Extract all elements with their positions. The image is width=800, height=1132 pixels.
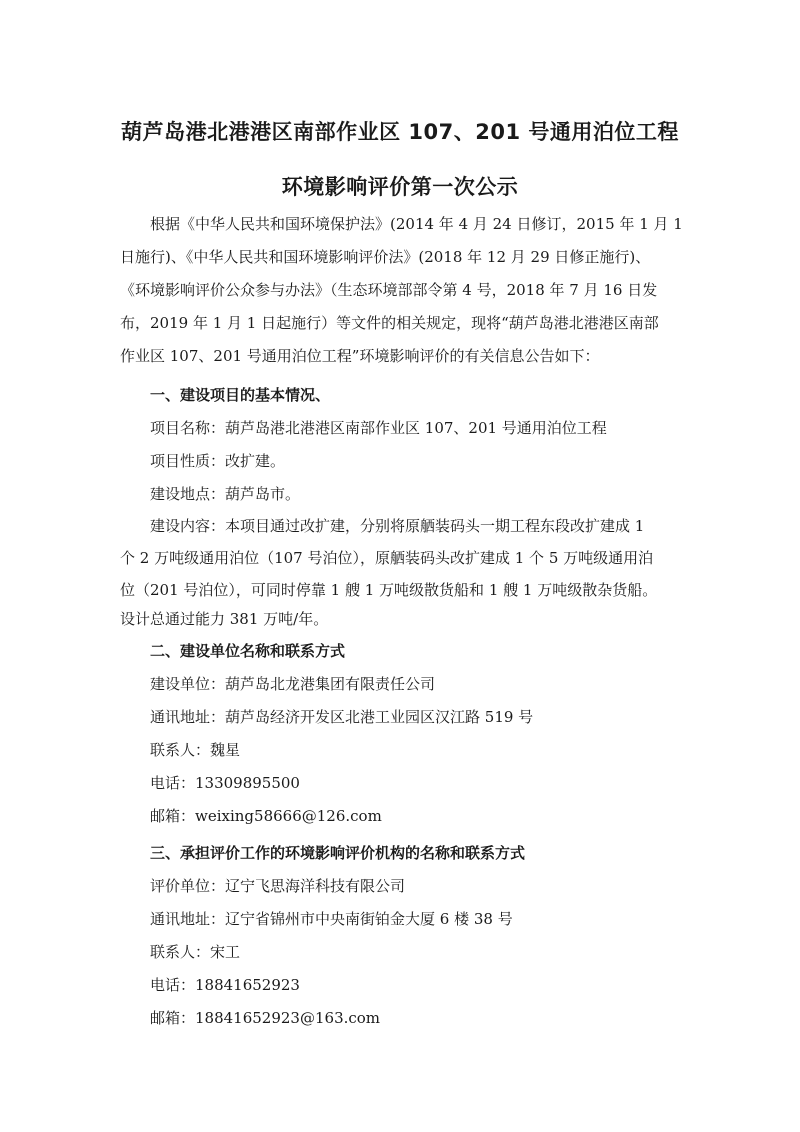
document-title: 葫芦岛港北港港区南部作业区 107、201 号通用泊位工程 bbox=[121, 120, 679, 144]
section1-heading: 一、建设项目的基本情况、 bbox=[150, 386, 331, 404]
intro-line-3: 《环境影响评价公众参与办法》（生态环境部部令第 4 号，2018 年 7 月 16 日发 bbox=[120, 281, 658, 299]
builder-unit: 建设单位：葫芦岛北龙港集团有限责任公司 bbox=[150, 675, 436, 693]
project-content-line-2: 个 2 万吨级通用泊位（107 号泊位），原舾装码头改扩建成 1 个 5 万吨级通用泊 bbox=[120, 549, 654, 567]
project-name: 项目名称：葫芦岛港北港港区南部作业区 107、201 号通用泊位工程 bbox=[150, 419, 607, 437]
project-content-line-1: 建设内容：本项目通过改扩建，分别将原舾装码头一期工程东段改扩建成 1 bbox=[150, 517, 645, 535]
evaluator-email: 邮箱：18841652923@163.com bbox=[150, 1009, 381, 1027]
project-location: 建设地点：葫芦岛市。 bbox=[150, 485, 301, 503]
builder-phone: 电话：13309895500 bbox=[150, 774, 300, 792]
evaluator-address: 通讯地址：辽宁省锦州市中央南街铂金大厦 6 楼 38 号 bbox=[150, 910, 513, 928]
project-nature: 项目性质：改扩建。 bbox=[150, 452, 286, 470]
section3-heading: 三、承担评价工作的环境影响评价机构的名称和联系方式 bbox=[150, 844, 526, 862]
evaluator-phone: 电话：18841652923 bbox=[150, 976, 300, 994]
builder-address: 通讯地址：葫芦岛经济开发区北港工业园区汉江路 519 号 bbox=[150, 708, 534, 726]
intro-line-2: 日施行)、《中华人民共和国环境影响评价法》(2018 年 12 月 29 日修正施行)、 bbox=[120, 248, 651, 266]
builder-contact: 联系人：魏星 bbox=[150, 741, 241, 759]
evaluator-contact: 联系人：宋工 bbox=[150, 943, 241, 961]
intro-line-4: 布，2019 年 1 月 1 日起施行）等文件的相关规定，现将“葫芦岛港北港港区南部 bbox=[120, 314, 659, 332]
project-content-line-4: 设计总通过能力 381 万吨/年。 bbox=[120, 610, 329, 628]
evaluator-unit: 评价单位：辽宁飞思海洋科技有限公司 bbox=[150, 877, 406, 895]
document-subtitle: 环境影响评价第一次公示 bbox=[281, 175, 519, 199]
section2-heading: 二、建设单位名称和联系方式 bbox=[150, 642, 346, 660]
intro-line-1: 根据《中华人民共和国环境保护法》(2014 年 4 月 24 日修订，2015 年 1 月 1 bbox=[150, 215, 683, 233]
project-content-line-3: 位（201 号泊位），可同时停靠 1 艘 1 万吨级散货船和 1 艘 1 万吨级散杂货船。 bbox=[120, 581, 658, 599]
intro-line-5: 作业区 107、201 号通用泊位工程”环境影响评价的有关信息公告如下： bbox=[120, 347, 600, 365]
builder-email: 邮箱：weixing58666@126.com bbox=[150, 807, 382, 825]
